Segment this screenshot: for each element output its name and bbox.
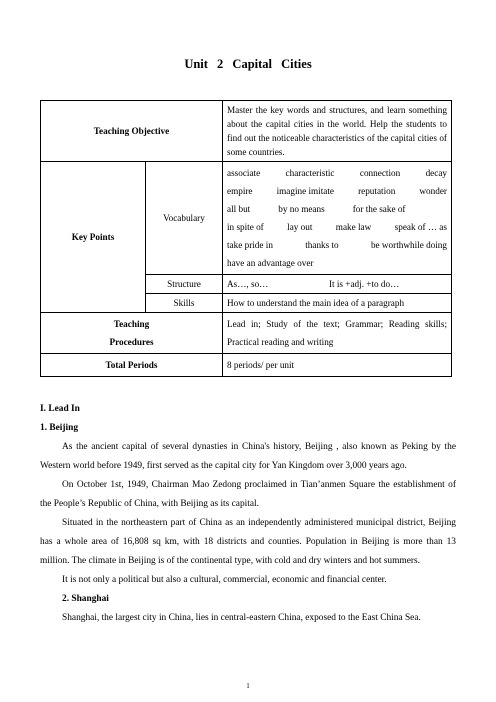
beijing-heading: 1. Beijing bbox=[40, 423, 79, 433]
body-text bbox=[40, 400, 456, 628]
vocab-word: in spite of bbox=[227, 222, 264, 232]
objective-text: Master the key words and structures, and learn something about the capital cities in the world. Help the students to find out the noticeable characteristics of the capital cities of some countries. bbox=[223, 101, 452, 162]
page-title: Unit 2 Capital Cities bbox=[184, 57, 312, 71]
vocab-line bbox=[227, 218, 447, 236]
vocab-line bbox=[227, 236, 447, 254]
vocab-word: wonder bbox=[419, 186, 447, 196]
vocabulary-cell bbox=[223, 162, 452, 275]
vocab-word: all but bbox=[227, 204, 251, 214]
vocab-word: lay out bbox=[287, 222, 313, 232]
vocab-word: speak of … as bbox=[394, 222, 447, 232]
objective-label: Teaching Objective bbox=[41, 101, 223, 162]
procedures-label-line: Procedures bbox=[109, 337, 154, 347]
skills-label: Skills bbox=[146, 294, 223, 313]
structure-cell bbox=[223, 275, 452, 294]
shanghai-heading: 2. Shanghai bbox=[62, 594, 109, 604]
beijing-paragraph-2: On October 1st, 1949, Chairman Mao Zedong proclaimed in Tian’anmen Square the establishment of the People’s Republic of China, with Beijing as its capital. bbox=[40, 480, 456, 509]
table-row bbox=[41, 354, 452, 377]
periods-label: Total Periods bbox=[41, 354, 223, 377]
vocab-word: characteristic bbox=[285, 168, 335, 178]
structure-b: It is +adj. +to do… bbox=[328, 279, 400, 289]
vocab-line bbox=[227, 254, 447, 272]
page-number: 1 bbox=[246, 682, 250, 690]
vocab-word: connection bbox=[359, 168, 401, 178]
vocab-line bbox=[227, 182, 447, 200]
vocab-word: imagine imitate bbox=[276, 186, 334, 196]
vocab-word: decay bbox=[425, 168, 447, 178]
structure-a: As…, so… bbox=[227, 279, 269, 289]
vocab-word: be worthwhile doing bbox=[370, 240, 447, 250]
vocab-line bbox=[227, 200, 447, 218]
procedures-label-line: Teaching bbox=[113, 319, 150, 329]
table-row bbox=[41, 101, 452, 162]
teaching-plan-table bbox=[40, 100, 452, 377]
vocab-word: by no means bbox=[278, 204, 325, 214]
procedures-label bbox=[41, 313, 223, 354]
structure-label: Structure bbox=[146, 275, 223, 294]
section-heading: I. Lead In bbox=[40, 404, 80, 414]
beijing-paragraph-1: As the ancient capital of several dynasties in China's history, Beijing , also known as Peking by the Western world before 1949, first served as the capital city for Yan Kingdom over 3,000 years ago. bbox=[40, 442, 456, 471]
vocabulary-label: Vocabulary bbox=[146, 162, 223, 275]
vocab-word: reputation bbox=[358, 186, 396, 196]
vocab-word: thanks to bbox=[305, 240, 339, 250]
table-row bbox=[41, 162, 452, 275]
vocab-word: make law bbox=[335, 222, 372, 232]
vocab-word: associate bbox=[227, 168, 261, 178]
vocab-word: have an advantage over bbox=[227, 258, 314, 268]
skills-text: How to understand the main idea of a paragraph bbox=[223, 294, 452, 313]
shanghai-paragraph-1: Shanghai, the largest city in China, lies in central-eastern China, exposed to the East China Sea. bbox=[62, 613, 421, 623]
vocab-word: empire bbox=[227, 186, 253, 196]
vocab-word: for the sake of bbox=[352, 204, 406, 214]
beijing-paragraph-3: Situated in the northeastern part of China as an independently administered municipal district, Beijing has a whole area of 16,808 sq km, with 18 districts and counties. Population in Beijing is more than 13 million. The climate in Beijing is of the continental type, with cold and dry winters and hot summers. bbox=[40, 518, 456, 566]
key-points-label: Key Points bbox=[41, 162, 146, 313]
beijing-paragraph-4: It is not only a political but also a cultural, commercial, economic and financial center. bbox=[62, 575, 387, 585]
procedures-text: Lead in; Study of the text; Grammar; Reading skills; Practical reading and writing bbox=[223, 313, 452, 354]
periods-text: 8 periods/ per unit bbox=[223, 354, 452, 377]
vocab-line bbox=[227, 164, 447, 182]
table-row bbox=[41, 313, 452, 354]
vocab-word: take pride in bbox=[227, 240, 273, 250]
